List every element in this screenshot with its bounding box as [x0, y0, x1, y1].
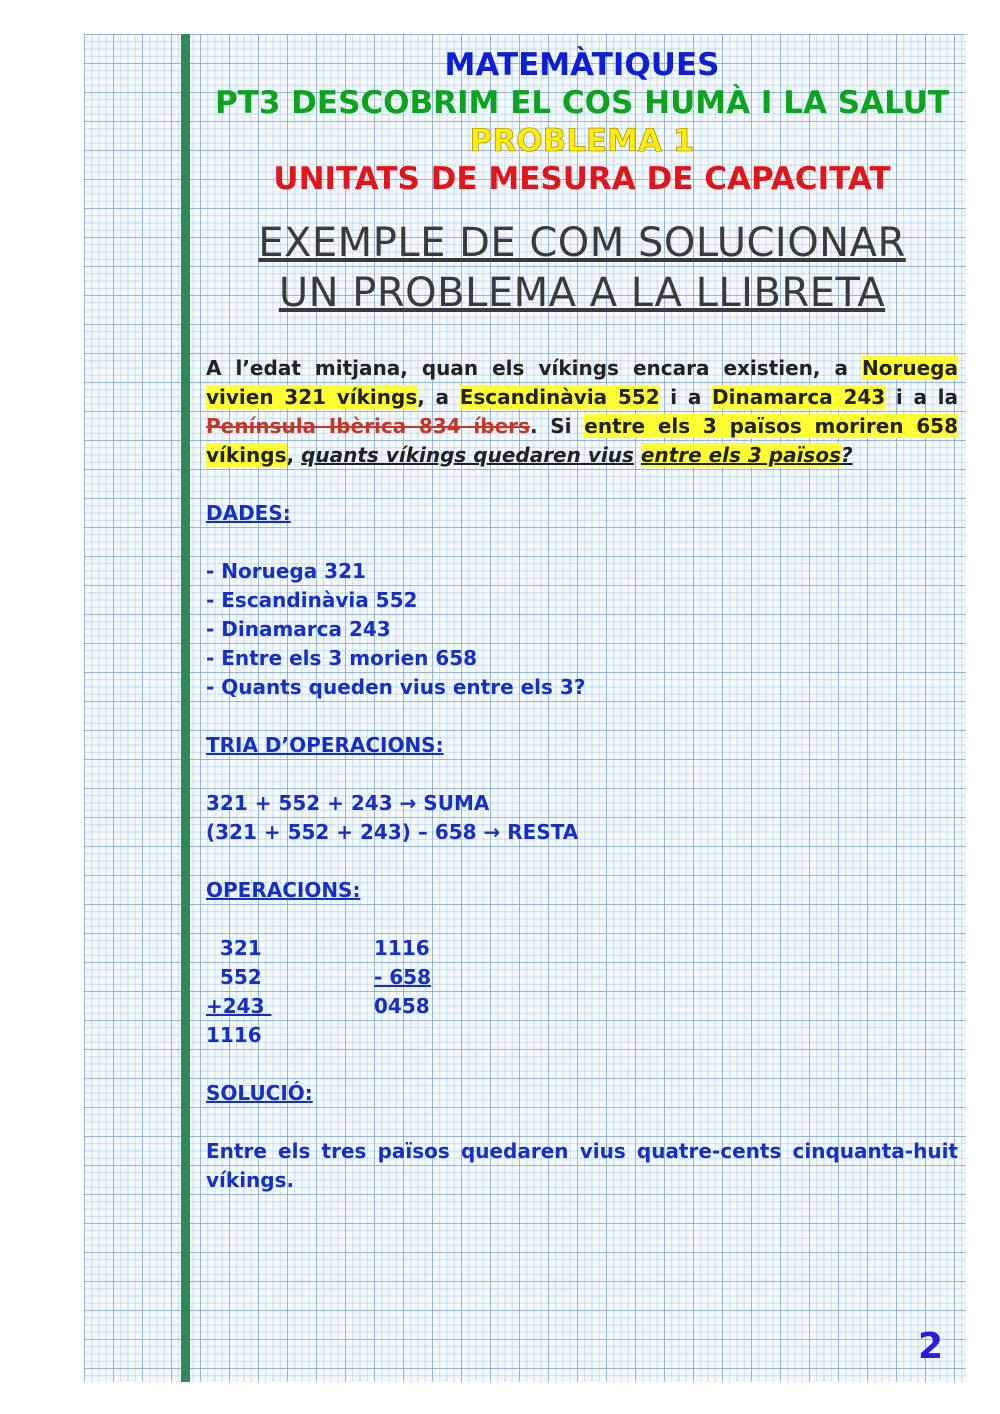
list-item: - Escandinàvia 552: [206, 588, 418, 612]
project-heading: PT3 DESCOBRIM EL COS HUMÀ I LA SALUT: [214, 85, 950, 121]
solucio-title: SOLUCIÓ:: [206, 1081, 313, 1105]
operations-block: [206, 934, 958, 1050]
tria-title: TRIA D’OPERACIONS:: [206, 733, 444, 757]
margin-line: [181, 34, 190, 1382]
page-number: 2: [918, 1326, 944, 1367]
page-title: [206, 218, 958, 318]
problem-heading: PROBLEMA 1: [469, 123, 695, 159]
struck-peninsula: Península Ibèrica 834 íbers: [206, 414, 530, 438]
dades-list: [206, 557, 958, 702]
operacions-title: OPERACIONS:: [206, 878, 361, 902]
text-span: A l’edat mitjana, quan els víkings encara existien, a: [206, 356, 863, 380]
sum-result: 1116: [206, 1023, 262, 1047]
text-span: i a: [659, 385, 713, 409]
sum-line: 321: [206, 936, 262, 960]
problem-statement: [206, 354, 958, 470]
list-item: - Entre els 3 morien 658: [206, 646, 478, 670]
worksheet-content: [206, 46, 958, 1195]
sub-line: - 658: [374, 965, 432, 989]
sum-line: +243: [206, 994, 272, 1018]
page-title-line-1: EXEMPLE DE COM SOLUCIONAR: [258, 220, 906, 266]
sub-column: [374, 934, 574, 1050]
question-mark: ?: [840, 443, 853, 467]
list-item: - Dinamarca 243: [206, 617, 391, 641]
text-span: , a: [417, 385, 460, 409]
sub-result: 0458: [374, 994, 430, 1018]
page-title-line-2: UN PROBLEMA A LA LLIBRETA: [278, 270, 886, 316]
topic-heading: UNITATS DE MESURA DE CAPACITAT: [273, 161, 891, 197]
dades-title: DADES:: [206, 501, 291, 525]
list-item: 321 + 552 + 243 → SUMA: [206, 791, 490, 815]
tria-list: [206, 789, 958, 847]
highlight-dinamarca: Dinamarca 243: [712, 385, 886, 409]
text-span: [634, 443, 641, 467]
list-item: (321 + 552 + 243) – 658 → RESTA: [206, 820, 579, 844]
solucio-text: Entre els tres països quedaren vius quatre-cents cinquanta-huit víkings.: [206, 1139, 958, 1192]
list-item: - Quants queden vius entre els 3?: [206, 675, 586, 699]
sub-line: 1116: [374, 936, 430, 960]
question-underlined: quants víkings quedaren vius: [301, 443, 634, 467]
highlight-moriren: entre els 3 països moriren 658 víkings: [206, 414, 958, 467]
text-span: . Si: [529, 414, 585, 438]
text-span: i a la: [885, 385, 958, 409]
sum-line: 552: [206, 965, 262, 989]
subject-heading: MATEMÀTIQUES: [444, 47, 720, 83]
highlight-escandinavia: Escandinàvia 552: [459, 385, 660, 409]
highlight-question: entre els 3 països: [640, 443, 841, 467]
list-item: - Noruega 321: [206, 559, 366, 583]
highlight-noruega: Noruega vivien 321 víkings: [206, 356, 958, 409]
text-span: ,: [286, 443, 302, 467]
sum-column: [206, 934, 374, 1050]
